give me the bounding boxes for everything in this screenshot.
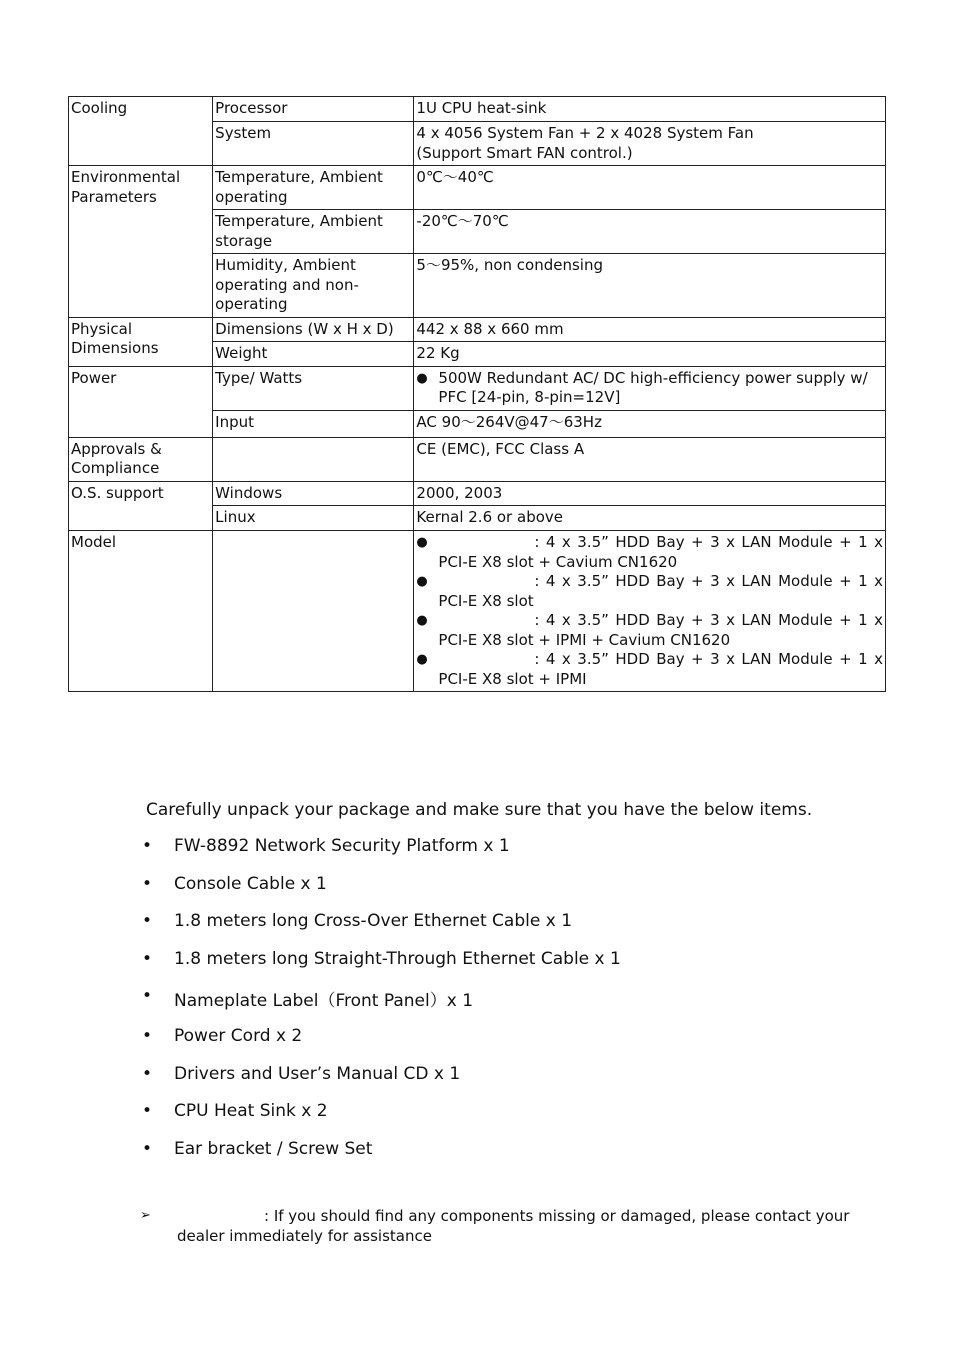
bullet-dot-icon: ● bbox=[416, 574, 428, 589]
os-label: O.S. support bbox=[69, 481, 213, 531]
bullet-dot-icon: ● bbox=[416, 613, 428, 628]
spec-table bbox=[68, 96, 886, 692]
dimensions-value: 442 x 88 x 660 mm bbox=[414, 317, 886, 342]
bullet-dot-icon: ● bbox=[416, 535, 428, 550]
bullet-icon: • bbox=[142, 1101, 153, 1122]
list-item bbox=[140, 874, 621, 912]
physical-label: Physical Dimensions bbox=[69, 317, 213, 366]
model-list bbox=[414, 531, 886, 692]
list-item-text: Power Cord x 2 bbox=[174, 1025, 303, 1046]
list-item-text: CPU Heat Sink x 2 bbox=[174, 1101, 328, 1122]
weight-value: 22 Kg bbox=[414, 342, 886, 367]
model-item-line-1: : 4 x 3.5” HDD Bay + 3 x LAN Module + 1 x bbox=[534, 572, 883, 590]
note-text-line-1: : If you should find any components missing or damaged, please contact your bbox=[264, 1207, 850, 1225]
arrow-bullet-icon: ➢ bbox=[140, 1208, 151, 1223]
approvals-value: CE (EMC), FCC Class A bbox=[414, 437, 886, 481]
processor-label: Processor bbox=[213, 97, 414, 122]
system-value-line-2: (Support Smart FAN control.) bbox=[416, 143, 633, 162]
power-type-label: Type/ Watts bbox=[213, 366, 414, 410]
windows-label: Windows bbox=[213, 481, 414, 506]
bullet-dot-icon: ● bbox=[416, 652, 428, 667]
model-item-line-2: PCI-E X8 slot + IPMI bbox=[438, 669, 587, 688]
linux-value: Kernal 2.6 or above bbox=[414, 506, 886, 531]
list-item bbox=[140, 836, 621, 874]
linux-label: Linux bbox=[213, 506, 414, 531]
power-input-value: AC 90～264V@47～63Hz bbox=[414, 410, 886, 437]
power-label: Power bbox=[69, 366, 213, 437]
bullet-icon: • bbox=[142, 948, 153, 969]
humidity-label: Humidity, Ambient operating and non-operating bbox=[213, 254, 414, 318]
model-item-line-1: : 4 x 3.5” HDD Bay + 3 x LAN Module + 1 x bbox=[534, 611, 883, 629]
list-item-text: FW-8892 Network Security Platform x 1 bbox=[174, 836, 510, 856]
system-label: System bbox=[213, 122, 414, 166]
power-type-text: 500W Redundant AC/ DC high-efficiency power supply w/ PFC [24-pin, 8-pin=12V] bbox=[438, 368, 868, 406]
windows-value: 2000, 2003 bbox=[414, 481, 886, 506]
list-item-text: Console Cable x 1 bbox=[174, 873, 327, 894]
model-item bbox=[416, 572, 883, 611]
list-item bbox=[140, 986, 621, 1024]
list-item bbox=[140, 949, 621, 987]
list-item bbox=[140, 1064, 621, 1102]
temp-operating-label: Temperature, Ambient operating bbox=[213, 166, 414, 210]
list-item-text: Ear bracket / Screw Set bbox=[174, 1138, 373, 1159]
power-type-value bbox=[414, 366, 886, 410]
model-label: Model bbox=[69, 531, 213, 692]
temp-operating-value: 0℃～40℃ bbox=[414, 166, 886, 210]
bullet-icon: • bbox=[142, 1025, 153, 1046]
list-item-text: Drivers and User’s Manual CD x 1 bbox=[174, 1063, 461, 1084]
processor-value: 1U CPU heat-sink bbox=[414, 97, 886, 122]
package-list bbox=[140, 836, 621, 1176]
power-input-label: Input bbox=[213, 410, 414, 437]
bullet-icon: • bbox=[142, 1063, 153, 1084]
list-item bbox=[140, 911, 621, 949]
approvals-empty bbox=[213, 437, 414, 481]
model-empty bbox=[213, 531, 414, 692]
bullet-icon: • bbox=[142, 836, 153, 856]
model-item-line-2: PCI-E X8 slot bbox=[438, 591, 534, 610]
note bbox=[140, 1206, 860, 1246]
humidity-value: 5～95%, non condensing bbox=[414, 254, 886, 318]
bullet-icon: • bbox=[142, 911, 153, 932]
cooling-label: Cooling bbox=[69, 97, 213, 166]
bullet-icon: • bbox=[142, 873, 153, 894]
temp-storage-value: -20℃～70℃ bbox=[414, 210, 886, 254]
dimensions-label: Dimensions (W x H x D) bbox=[213, 317, 414, 342]
model-item-line-1: : 4 x 3.5” HDD Bay + 3 x LAN Module + 1 x bbox=[534, 533, 883, 551]
package-intro: Carefully unpack your package and make sure that you have the below items. bbox=[146, 800, 813, 820]
model-item bbox=[416, 611, 883, 650]
list-item bbox=[140, 1139, 621, 1177]
approvals-label: Approvals & Compliance bbox=[69, 437, 213, 481]
environmental-label: Environmental Parameters bbox=[69, 166, 213, 318]
bullet-dot-icon: ● bbox=[416, 370, 428, 386]
model-item-line-2: PCI-E X8 slot + IPMI + Cavium CN1620 bbox=[438, 630, 731, 649]
bullet-icon: • bbox=[142, 1138, 153, 1159]
list-item-text: 1.8 meters long Straight-Through Ethernet Cable x 1 bbox=[174, 948, 621, 969]
model-item-line-2: PCI-E X8 slot + Cavium CN1620 bbox=[438, 552, 678, 571]
weight-label: Weight bbox=[213, 342, 414, 367]
list-item bbox=[140, 1101, 621, 1139]
model-item bbox=[416, 533, 883, 572]
list-item-text: 1.8 meters long Cross-Over Ethernet Cable x 1 bbox=[174, 911, 573, 932]
bullet-icon: • bbox=[142, 986, 153, 1007]
model-item-line-1: : 4 x 3.5” HDD Bay + 3 x LAN Module + 1 x bbox=[534, 650, 883, 668]
model-item bbox=[416, 650, 883, 689]
list-item-text: Nameplate Label（Front Panel）x 1 bbox=[174, 991, 474, 1012]
list-item bbox=[140, 1024, 621, 1064]
system-value-line-1: 4 x 4056 System Fan + 2 x 4028 System Fan bbox=[416, 124, 754, 142]
note-text-line-2: dealer immediately for assistance bbox=[177, 1227, 432, 1245]
system-value bbox=[414, 122, 886, 166]
temp-storage-label: Temperature, Ambient storage bbox=[213, 210, 414, 254]
